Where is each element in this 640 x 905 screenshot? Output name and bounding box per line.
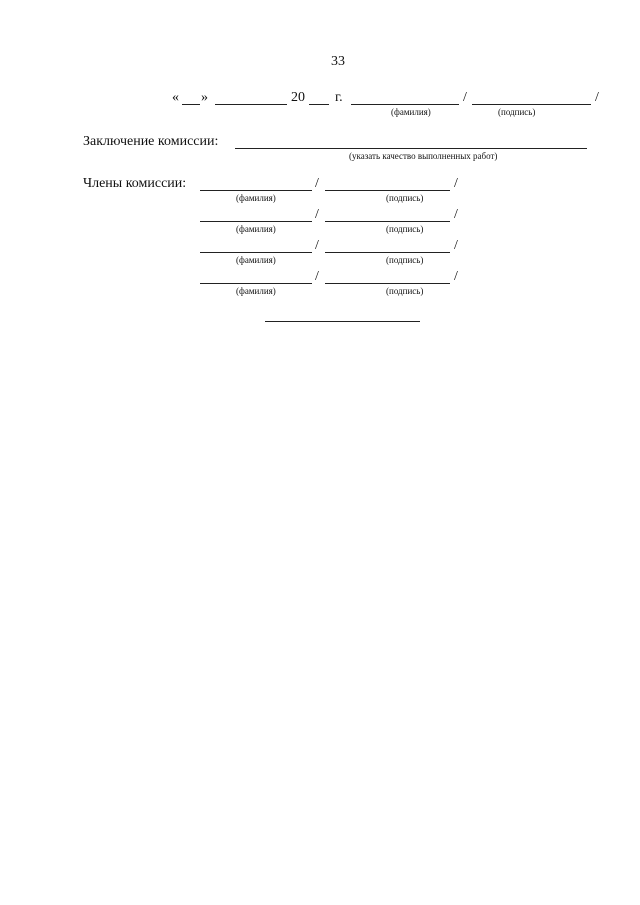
member-surname-caption: (фамилия) (236, 286, 276, 296)
members-label: Члены комиссии: (83, 176, 187, 191)
separator-slash: / (315, 269, 319, 284)
member-signature-caption: (подпись) (386, 224, 424, 234)
signature-field[interactable] (472, 104, 591, 105)
year-suffix: г. (335, 90, 343, 105)
member-surname-field[interactable] (200, 252, 312, 253)
separator-slash: / (463, 90, 467, 105)
day-field[interactable] (182, 104, 200, 105)
conclusion-field[interactable] (235, 148, 587, 149)
member-signature-caption: (подпись) (386, 286, 424, 296)
year-field[interactable] (309, 104, 329, 105)
separator-slash: / (454, 238, 458, 253)
separator-slash: / (595, 90, 599, 105)
separator-slash: / (315, 207, 319, 222)
separator-slash: / (315, 238, 319, 253)
conclusion-caption: (указать качество выполненных работ) (349, 151, 498, 161)
member-surname-caption: (фамилия) (236, 224, 276, 234)
member-signature-field[interactable] (325, 283, 450, 284)
separator-slash: / (454, 207, 458, 222)
quote-close: » (201, 90, 208, 105)
member-signature-field[interactable] (325, 221, 450, 222)
quote-open: « (172, 90, 179, 105)
month-field[interactable] (215, 104, 287, 105)
separator-slash: / (454, 176, 458, 191)
member-signature-field[interactable] (325, 190, 450, 191)
member-signature-caption: (подпись) (386, 255, 424, 265)
end-separator-line (265, 321, 420, 322)
conclusion-label: Заключение комиссии: (83, 134, 219, 149)
separator-slash: / (315, 176, 319, 191)
page-number: 33 (331, 54, 345, 69)
member-surname-caption: (фамилия) (236, 193, 276, 203)
member-surname-caption: (фамилия) (236, 255, 276, 265)
year-prefix: 20 (291, 90, 305, 105)
member-surname-field[interactable] (200, 190, 312, 191)
member-surname-field[interactable] (200, 283, 312, 284)
signature-caption: (подпись) (498, 107, 536, 117)
member-signature-caption: (подпись) (386, 193, 424, 203)
surname-field[interactable] (351, 104, 459, 105)
separator-slash: / (454, 269, 458, 284)
member-surname-field[interactable] (200, 221, 312, 222)
surname-caption: (фамилия) (391, 107, 431, 117)
member-signature-field[interactable] (325, 252, 450, 253)
